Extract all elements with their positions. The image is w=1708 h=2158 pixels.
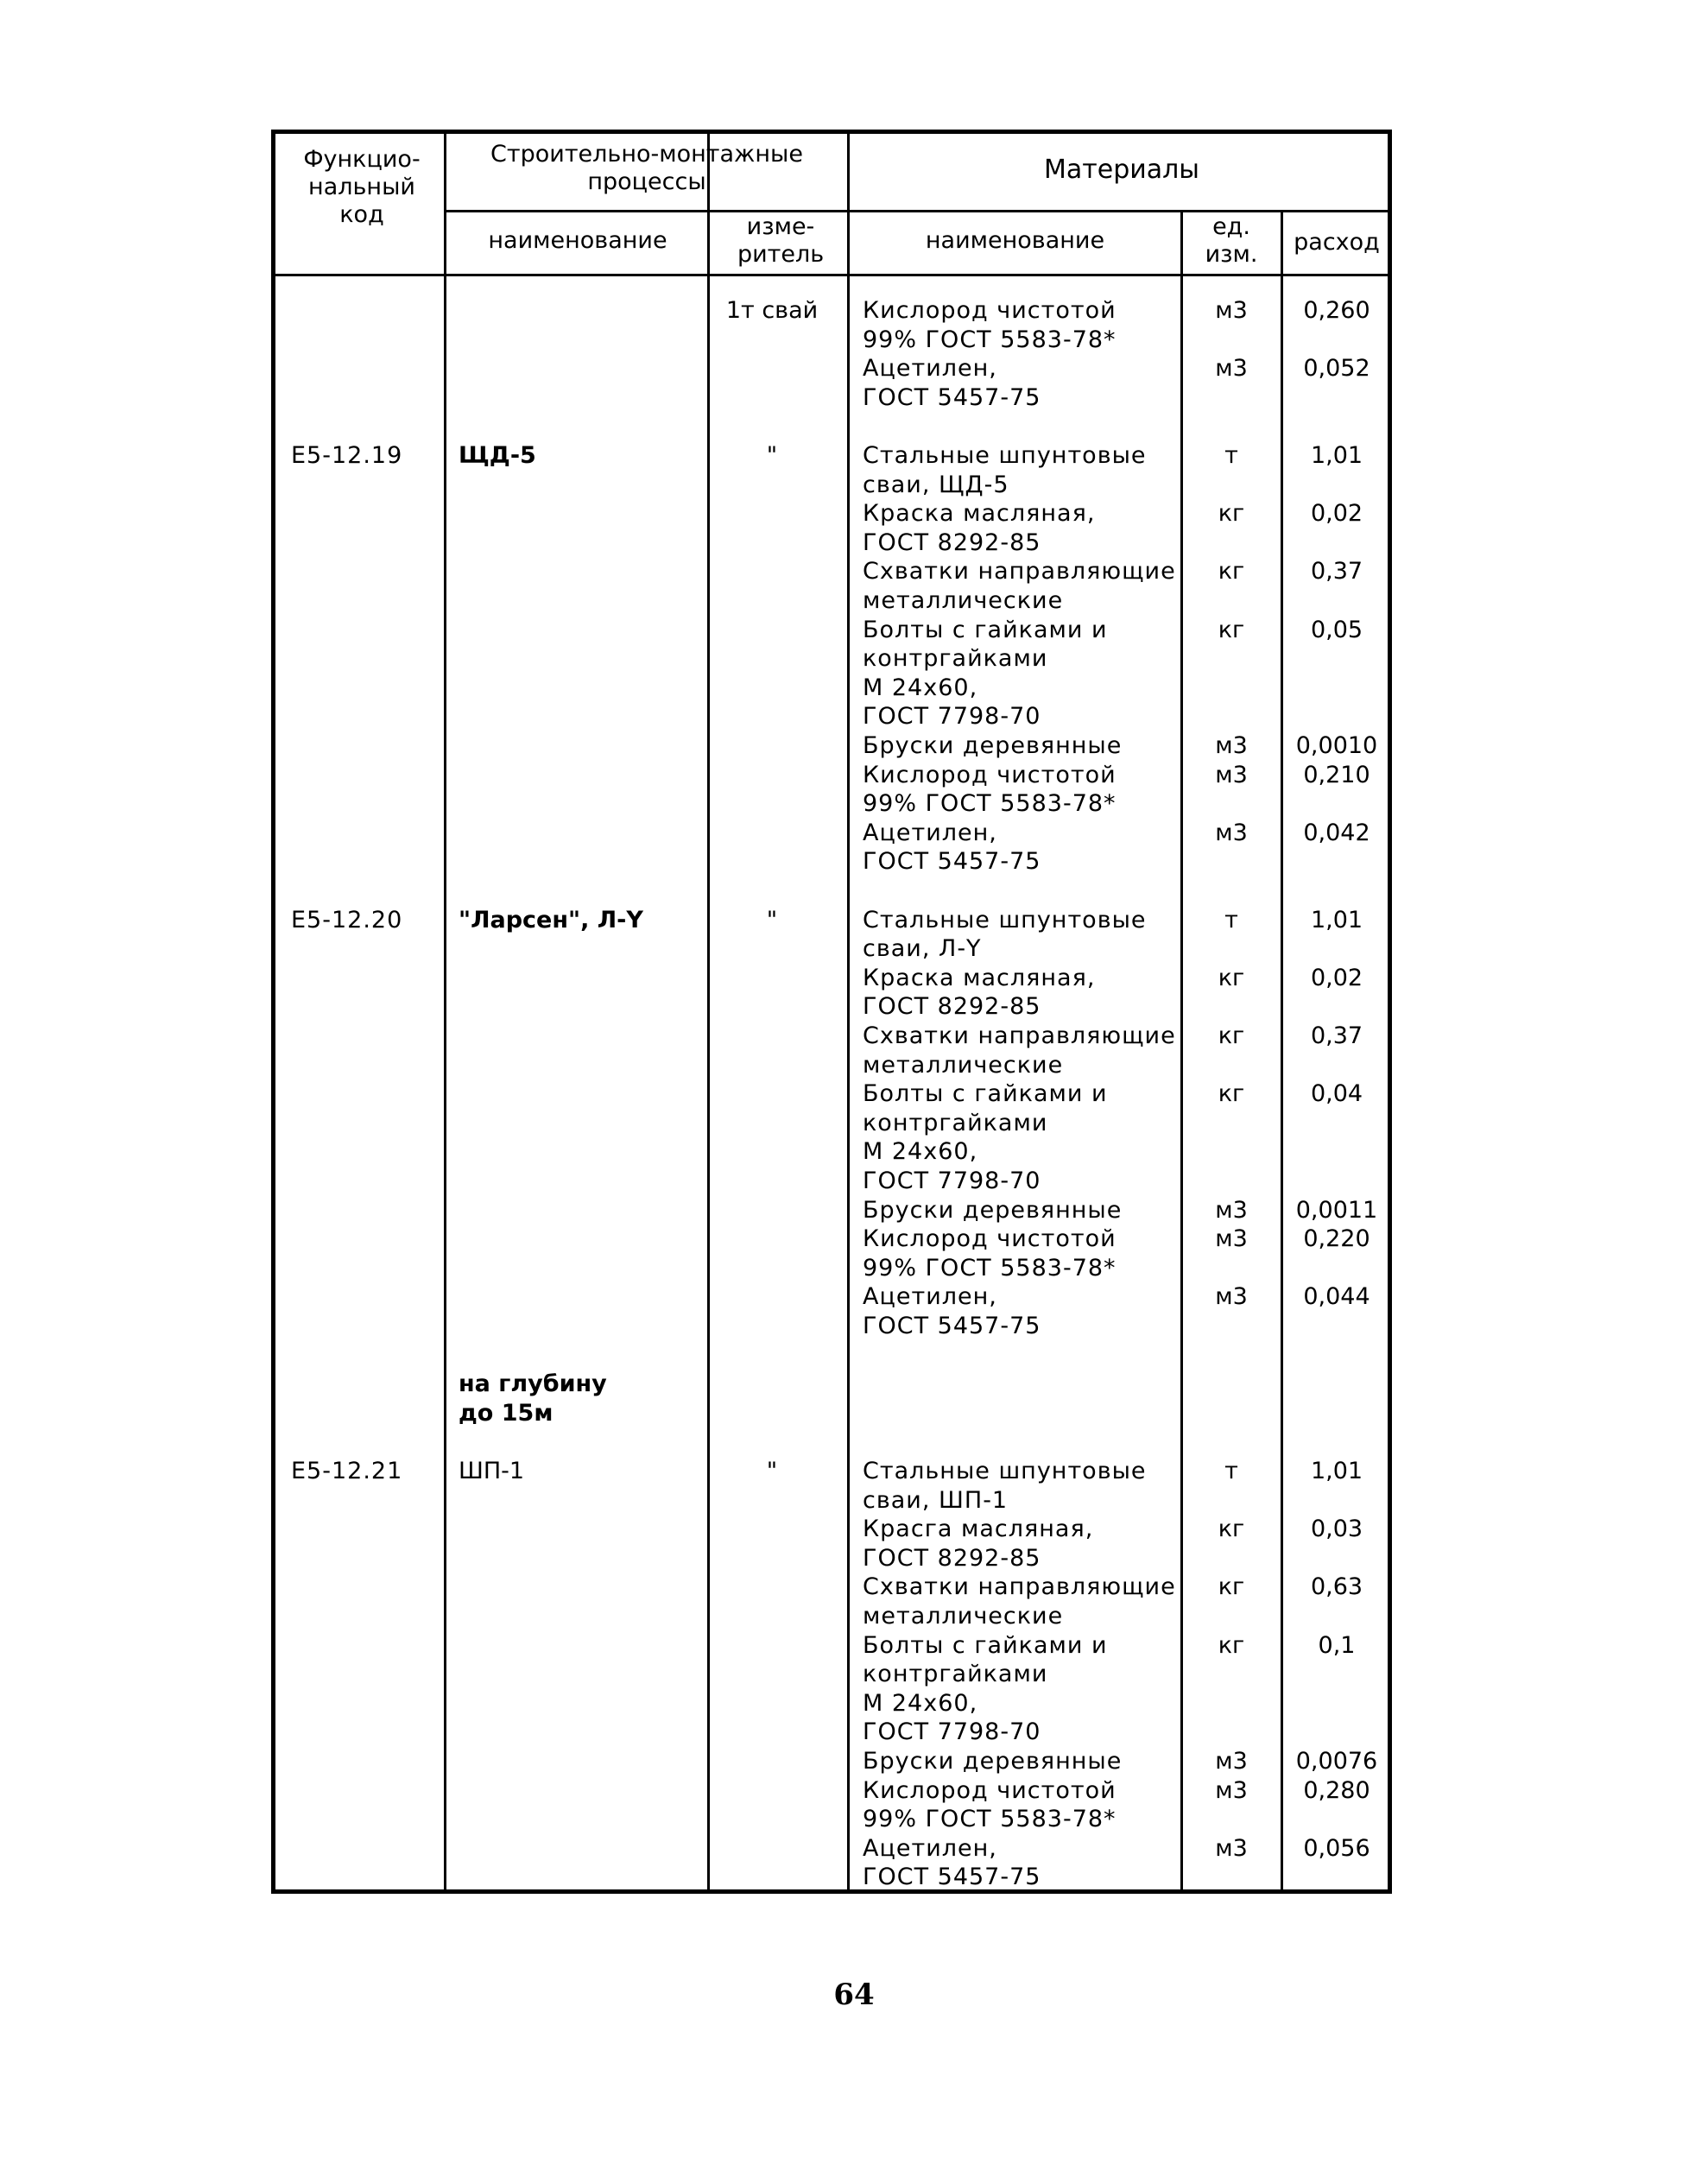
material-name: Краска масляная, ГОСТ 8292-85 (863, 500, 1096, 556)
column-divider (444, 134, 446, 1889)
material-name: Кислород чистотой 99% ГОСТ 5583-78* (863, 761, 1117, 818)
material-consumption: 0,052 (1303, 355, 1370, 383)
process-meter: " (766, 1458, 778, 1484)
header-unit: ед. изм. (1205, 213, 1258, 268)
material-unit: кг (1218, 1631, 1245, 1659)
material-unit: м3 (1215, 819, 1248, 846)
functional-code: Е5-12.20 (291, 906, 403, 933)
material-name: Кислород чистотой 99% ГОСТ 5583-78* (863, 1225, 1117, 1282)
material-name: Болты с гайками и контргайками М 24х60, ГОСТ 7798-70 (863, 1080, 1108, 1194)
material-consumption: 0,280 (1303, 1776, 1370, 1804)
material-unit: кг (1218, 1022, 1245, 1049)
material-consumption: 0,04 (1310, 1080, 1363, 1108)
material-unit: м3 (1215, 1748, 1248, 1775)
material-consumption: 1,01 (1310, 906, 1363, 933)
material-unit: т (1224, 1458, 1238, 1484)
material-consumption: 1,01 (1310, 442, 1363, 469)
materials-table (271, 130, 1392, 1894)
material-unit: кг (1218, 558, 1245, 585)
material-consumption: 0,210 (1303, 761, 1370, 788)
process-meter: 1т свай (725, 297, 819, 324)
material-name: Схватки направляющие металлические (863, 1573, 1176, 1630)
process-name: ШП-1 (459, 1458, 525, 1484)
material-name: Стальные шпунтовые сваи, ЩД-5 (863, 442, 1147, 498)
material-unit: кг (1218, 500, 1245, 528)
header-processes: Строительно-монтажные процессы (490, 141, 803, 195)
material-consumption: 0,042 (1303, 819, 1370, 846)
material-unit: кг (1218, 616, 1245, 643)
material-consumption: 0,37 (1310, 558, 1363, 585)
header-meter: изме-ритель (737, 213, 825, 268)
page-number: 64 (833, 1978, 875, 2012)
material-name: Болты с гайками и контргайками М 24х60, ГОСТ 7798-70 (863, 1631, 1108, 1746)
process-meter: " (766, 442, 778, 469)
material-name: Бруски деревянные (863, 732, 1123, 759)
material-name: Красга масляная, ГОСТ 8292-85 (863, 1516, 1094, 1572)
material-consumption: 0,05 (1310, 616, 1363, 643)
material-name: Схватки направляющие металлические (863, 1022, 1176, 1079)
material-consumption: 0,02 (1310, 964, 1363, 991)
material-consumption: 0,220 (1303, 1225, 1370, 1253)
material-unit: м3 (1215, 1196, 1248, 1224)
material-unit: м3 (1215, 297, 1248, 324)
header-consumption: расход (1294, 229, 1380, 256)
material-name: Кислород чистотой 99% ГОСТ 5583-78* (863, 1776, 1117, 1833)
header-bottom-border (275, 274, 1392, 276)
header-material-name: наименование (925, 227, 1105, 254)
material-consumption: 0,37 (1310, 1022, 1363, 1049)
material-unit: кг (1218, 1080, 1245, 1108)
material-unit: м3 (1215, 761, 1248, 788)
header-code: Функцио-нальный код (303, 146, 421, 228)
process-name: ЩД-5 (459, 442, 536, 469)
header-divider (444, 210, 1392, 212)
header-materials: Материалы (1044, 155, 1199, 185)
material-consumption: 1,01 (1310, 1458, 1363, 1484)
column-divider (847, 134, 850, 1889)
process-name: "Ларсен", Л-Y (459, 906, 643, 933)
header-process-name: наименование (488, 227, 667, 254)
material-name: Схватки направляющие металлические (863, 558, 1176, 614)
material-consumption: 0,63 (1310, 1573, 1363, 1601)
functional-code: Е5-12.19 (291, 442, 403, 469)
material-name: Бруски деревянные (863, 1196, 1123, 1224)
material-consumption: 0,0010 (1295, 732, 1378, 759)
material-unit: т (1224, 442, 1238, 469)
material-unit: м3 (1215, 355, 1248, 383)
column-divider (707, 134, 710, 1889)
functional-code: Е5-12.21 (291, 1458, 403, 1484)
material-unit: кг (1218, 1573, 1245, 1601)
material-name: Ацетилен, ГОСТ 5457-75 (863, 1283, 1041, 1339)
material-consumption: 0,056 (1303, 1834, 1370, 1862)
material-unit: т (1224, 906, 1238, 933)
process-name: на глубину до 15м (459, 1370, 607, 1427)
material-unit: м3 (1215, 1776, 1248, 1804)
material-name: Ацетилен, ГОСТ 5457-75 (863, 1834, 1041, 1891)
material-unit: кг (1218, 964, 1245, 991)
material-consumption: 0,1 (1318, 1631, 1356, 1659)
material-name: Болты с гайками и контргайками М 24х60, ГОСТ 7798-70 (863, 616, 1108, 731)
material-consumption: 0,02 (1310, 500, 1363, 528)
material-unit: м3 (1215, 1834, 1248, 1862)
material-name: Стальные шпунтовые сваи, ШП-1 (863, 1458, 1147, 1514)
material-name: Кислород чистотой 99% ГОСТ 5583-78* (863, 297, 1117, 353)
material-unit: кг (1218, 1516, 1245, 1543)
material-unit: м3 (1215, 732, 1248, 759)
material-name: Стальные шпунтовые сваи, Л-Y (863, 906, 1147, 963)
material-consumption: 0,260 (1303, 297, 1370, 324)
material-name: Краска масляная, ГОСТ 8292-85 (863, 964, 1096, 1021)
material-consumption: 0,0076 (1295, 1748, 1378, 1775)
process-meter: " (766, 906, 778, 933)
material-name: Бруски деревянные (863, 1748, 1123, 1775)
material-name: Ацетилен, ГОСТ 5457-75 (863, 355, 1041, 411)
material-consumption: 0,03 (1310, 1516, 1363, 1543)
material-name: Ацетилен, ГОСТ 5457-75 (863, 819, 1041, 876)
material-consumption: 0,044 (1303, 1283, 1370, 1311)
material-unit: м3 (1215, 1283, 1248, 1311)
material-consumption: 0,0011 (1295, 1196, 1378, 1224)
material-unit: м3 (1215, 1225, 1248, 1253)
